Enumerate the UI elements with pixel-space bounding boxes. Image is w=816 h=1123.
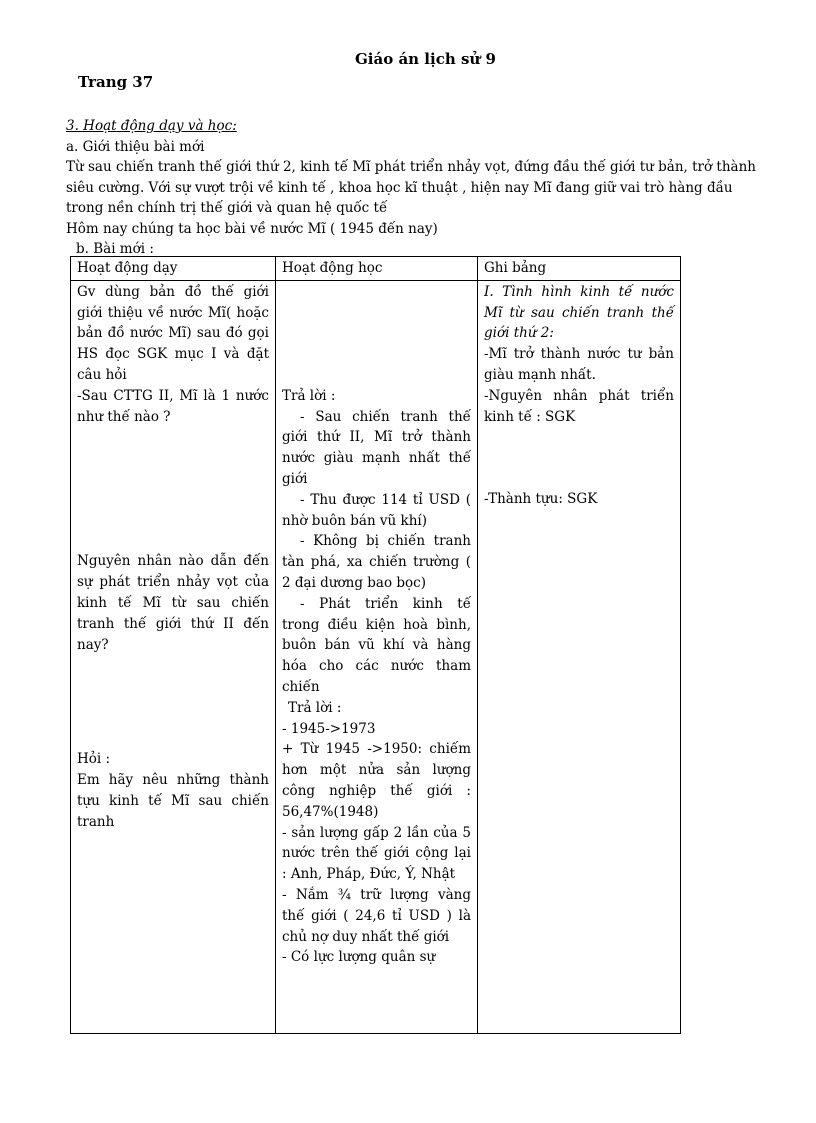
answer-3d: - Nắm ¾ trữ lượng vàng thế giới ( 24,6 tỉ USD ) là chủ nợ duy nhất thế giới — [282, 886, 471, 945]
question-3-label: Hỏi : — [77, 751, 111, 768]
intro-section — [66, 116, 766, 260]
teaching-cell — [71, 280, 276, 1033]
board-cell — [478, 280, 681, 1033]
intro-paragraph: Từ sau chiến tranh thế giới thứ 2, kinh tế Mĩ phát triển nhảy vọt, đứng đầu thế giới tư bản, trở thành siêu cường. Với sự vượt trội về kinh tế , khoa học kĩ thuật , hiện nay Mĩ đang giữ vai trò hàng đầu trong nền chính trị thế giới và quan hệ quốc tế — [66, 159, 756, 216]
page-number: Trang 37 — [78, 73, 154, 91]
header-teaching: Hoạt động dạy — [71, 257, 276, 281]
answer-3b: + Từ 1945 ->1950: chiếm hơn một nửa sản lượng công nghiệp thế giới : 56,47%(1948) — [282, 741, 471, 820]
document-title: Giáo án lịch sử 9 — [355, 50, 496, 68]
question-3: Em hãy nêu những thành tựu kinh tế Mĩ sau chiến tranh — [77, 772, 269, 830]
lesson-table — [70, 256, 681, 1034]
answer-3c: - sản lượng gấp 2 lần của 5 nước trên thế giới cộng lại : Anh, Pháp, Đức, Ý, Nhật — [282, 824, 471, 883]
answer-2b: - Phát triển kinh tế trong điều kiện hoà bình, buôn bán vũ khí và hàng hóa cho các nước tham chiến — [282, 595, 471, 695]
teacher-intro: Gv dùng bản đồ thế giới giới thiệu về nước Mĩ( hoặc bản đồ nước Mĩ) sau đó gọi HS đọc SGK mục I và đặt câu hỏi — [77, 283, 269, 383]
answer-label-1: Trả lời : — [282, 387, 336, 404]
question-2: Nguyên nhân nào dẫn đến sự phát triển nhảy vọt của kinh tế Mĩ từ sau chiến tranh thế giới thứ II đến nay? — [77, 553, 269, 653]
answer-3e: - Có lực lượng quân sự — [282, 949, 436, 966]
question-1: -Sau CTTG II, Mĩ là 1 nước như thế nào ? — [77, 387, 269, 425]
answer-2a: - Không bị chiến tranh tàn phá, xa chiến trường ( 2 đại dương bao bọc) — [282, 533, 471, 591]
header-board: Ghi bảng — [478, 257, 681, 281]
answer-1a: - Sau chiến tranh thế giới thứ II, Mĩ trở thành nước giàu mạnh nhất thế giới — [282, 408, 471, 487]
subsection-a: a. Giới thiệu bài mới — [66, 138, 205, 155]
today-line: Hôm nay chúng ta học bài về nước Mĩ ( 1945 đến nay) — [66, 220, 438, 237]
learning-cell — [276, 280, 478, 1033]
header-learning: Hoạt động học — [276, 257, 478, 281]
board-note-3: -Thành tựu: SGK — [484, 491, 598, 508]
board-heading: I. Tình hình kinh tế nước Mĩ từ sau chiến tranh thế giới thứ 2: — [484, 283, 674, 342]
answer-label-2: Trả lời : — [288, 699, 342, 716]
section-heading: 3. Hoạt động dạy và học: — [66, 118, 237, 134]
subsection-b: b. Bài mới : — [76, 241, 154, 257]
board-note-1: -Mĩ trở thành nước tư bản giàu mạnh nhất. — [484, 346, 674, 383]
answer-3a: - 1945->1973 — [282, 720, 376, 737]
answer-1b: - Thu được 114 tỉ USD ( nhờ buôn bán vũ khí) — [282, 491, 471, 529]
board-note-2: -Nguyên nhân phát triển kinh tế : SGK — [484, 387, 674, 425]
